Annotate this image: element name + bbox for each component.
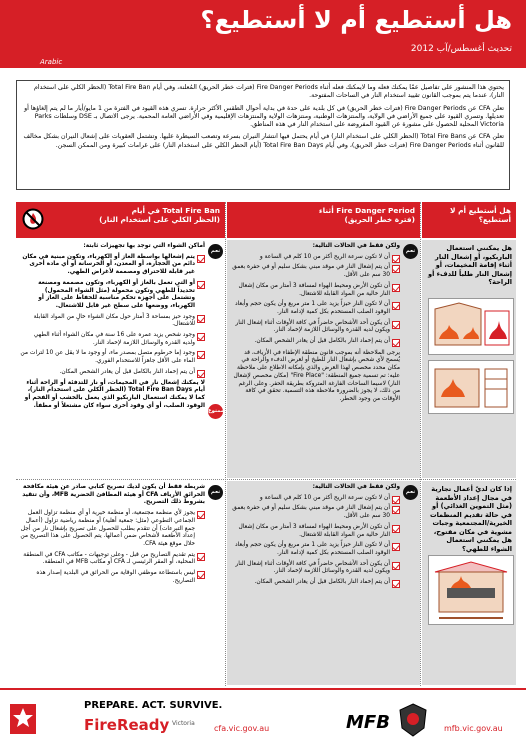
list-item: أن لا تكون سرعة الريح أكثر من 10 كلم في الساعة و — [231, 495, 400, 503]
yes-badge: نعم — [208, 244, 223, 259]
column-header-fdp — [227, 202, 420, 238]
yes-badge: نعم — [208, 485, 223, 500]
list-item: أن يكون أحد الأشخاص حاضراً في كافة الأوقات أثناء إشعال النار ويكون لديه القدرة والوسائل اللازمة لإخماد النار. — [231, 320, 400, 335]
list-item: أن يتم إخماد النار بالكامل قبل أن يغادر الشخص المكان. — [231, 338, 400, 346]
campfire-illustration — [428, 298, 514, 355]
row-divider — [16, 479, 516, 480]
yes-badge: نعم — [403, 244, 418, 259]
column-header-tfb-en: Total Fire Ban في أيام — [131, 206, 220, 215]
intro-paragraph-1: يحتوي هذا المنشور على تفاصيل عمّا يمكنك فعله وما لايمكنك فعله أثناء Fire Danger Periods (فترات خطر الحريق) المُعلنة، وفي أيام Total Fire Ban (الحظر الكلي على استخدام النار)، عندما يتم بموجب القانون تقييد استخدام النار في الساحات المفتوحة. — [34, 84, 504, 100]
row1-tfb-ban: لا يمكنك إشعال نار في المخيمات، أو نار للتدفئة أو الراحة أثناء أيام Total Fire Ban Days (الحظر الكلي على استخدام النار)، كما لا يمكنك استعمال الباربكيو الذي يعمل بالخشب أو الفحم أو الوقود الصلب، أو أي وقود أخرى سواء كان مشتعلاً أو مطفأ. — [24, 379, 205, 409]
row1-question: هل يمكنني استعمال الباربكيو، أو إشعال النار أثناء إقامة المخيمات، أو إشعال النار طلباً للدفء أو الراحة؟ — [428, 244, 512, 286]
yes-badge: نعم — [403, 485, 418, 500]
list-item: أن يتم إخماد النار بالكامل قبل أن يغادر الشخص المكان. — [231, 579, 400, 587]
no-fire-icon — [22, 208, 44, 230]
row2-question: إذا كان لديّ أعمال تجارية في مجال إعداد الأطعمة (مثل التموين الغذائي) أو في حالة تقديم المنظمات الخيرية/المجتمعية وجبات مشوية في مكان مفتوح، هل يمكنني استعمال الشواء للطهي؟ — [429, 485, 512, 553]
food-bbq-illustration — [428, 555, 514, 625]
column-header-tfb-ar: (الحظر الكلي على استخدام النار) — [99, 215, 220, 224]
language-label: Arabic — [40, 58, 63, 66]
list-item: وجود إما خرطوم متصل بمصدر ماء، أو وجود ما لا يقل عن 10 لترات من الماء على الأقل جاهزاً للاستخدام الفوري. — [20, 350, 205, 365]
page-title: هل أستطيع أم لا أستطيع؟ — [200, 6, 512, 34]
row2-fdp-cell — [227, 481, 420, 685]
row2-fdp-list — [231, 495, 400, 587]
update-date: تحديث أغسطس/آب 2012 — [410, 44, 512, 54]
list-item: أن لا تكون النار حيزاً يزيد على 1 متر مربع وأن يكون حجم وأبعاد الوقود الصلب المستخدم بكل كمية لإدامة النار. — [231, 542, 400, 557]
list-item: أو التي تعمل بالغاز أو الكهرباء، وتكون مصممة ومصنعة تحديداً للطهي وتكون محمولة (مثل الشواء المحمول) وتشتمل على أجهزة تحكم مناسبة للحفاظ على الغاز أو الكهرباء، ووضعها على سطح غير قابل للاشتعال. — [20, 280, 205, 311]
fireready-logo: FireReady — [84, 716, 170, 734]
row1-fdp-cell — [227, 240, 420, 478]
cfa-url-link[interactable]: cfa.vic.gov.au — [214, 724, 270, 733]
list-item: وجود حيز بمساحة 3 أمتار حول مكان الشواء خالٍ من المواد القابلة للاشتعال. — [20, 314, 205, 329]
column-header-question — [422, 202, 516, 238]
slogan: PREPARE. ACT. SURVIVE. — [84, 700, 223, 711]
mfb-logo: MFB — [346, 712, 390, 733]
list-item: أن لا تكون النار حيزاً يزيد على 1 متر مربع وأن يكون حجم وأبعاد الوقود الصلب المستخدم بكل كمية لإدامة النار. — [231, 301, 400, 316]
intro-paragraph-2: تعلن CFA عن Fire Danger Periods (فترات خطر الحريق) في كل بلدية على حدة في بداية أحوال الطقس الأكثر حرارة. تسري هذه القيود في الفترة من 1 مايو/أيار ما لم يتم إلغاؤها أو تعديلها. وتسري القيود على جميع الأراضي في الولاية، والمنتزهات الوطنية، ومنتزهات الولاية والمنتزهات الإقليمية وفي الأراضي العامة المحمية. يرجى الاتصال بـ DSE وسلطات Parks Victoria المحلية للحصول على مشورة عن القيود المفروضة على استخدام النار في هذه المناطق. — [24, 104, 504, 129]
row1-tfb-cell — [16, 240, 225, 478]
row1-fdp-list — [231, 254, 400, 346]
list-item: أن تكون الأرض ومحيط الهواء لمسافة 3 أمتار من مكان إشعال النار خالية من المواد القابلة للاشتعال. — [231, 524, 400, 539]
footer — [0, 688, 526, 746]
column-header-fdp-ar: (فترة خطر الحريق) — [344, 215, 415, 224]
list-item: أن يتم إخماد النار بالكامل قبل أن يغادر الشخص المكان. — [20, 369, 205, 377]
row2-tfb-list — [20, 510, 205, 585]
column-divider — [225, 202, 226, 686]
header-banner — [0, 0, 526, 68]
list-item: أن لا تكون سرعة الريح أكثر من 10 كلم في الساعة و — [231, 254, 400, 262]
intro-paragraph-3: تعلن CFA عن Total Fire Bans (الحظر الكلي على استخدام النار) في أيام يحتمل فيها انتشار النيران بسرعة وتصعب السيطرة عليها. وتشتمل العقوبات على إشعال النيران بشكل مخالف للقانون أثناء Fire Danger Periods (فترات خطر الحريق)، وفي أيام Total Fire Ban Days (أيام الحظر الكلي على استخدام النار) على غرامات كبيرة ومن الممكن السجن. — [23, 133, 504, 149]
victoria-label: Victoria — [172, 720, 195, 727]
list-item: أن يكون أحد الأشخاص حاضراً في كافة الأوقات أثناء إشعال النار ويكون لديه القدرة والوسائل اللازمة لإخماد النار. — [231, 561, 400, 576]
mfb-crest-icon — [398, 702, 428, 738]
cfa-logo-icon — [10, 704, 36, 734]
list-item: يتم إشعالها بواسطة الغاز أو الكهرباء، وتكون مبنية في مكان دائم من الحجارة، أو المعدن، أو الخرسانة أو أي مادة أخرى غير قابلة للاحتراق ومصممة لأغراض الطهي. — [20, 254, 205, 277]
column-header-tfb — [16, 202, 225, 238]
column-divider — [420, 202, 421, 686]
row1-fdp-lead: ولكن فقط في الحالات التالية: — [312, 243, 400, 249]
no-badge: ممنوع — [208, 404, 223, 419]
row1-fdp-note: يرجى الملاحظة أنه بموجب قانون منطقة الإطفاء في الأرياف، قد يُسمح لأي شخص بإشعال النار للطبخ أو لغرض الدفء والراحة في مكان محدد مخصص لهذا الغرض والذي بإمكانه الاطلاع على ملاحظة عليه: تم تسمية جميع المنطقة: "Fire Place" (مكان مخصص لإشعال النار) لاسيما الساحات الفارغة المتروكة بطريقة الحفر. وعلى الرغم من ذلك، لا يجوز بالضرورة ملاحظة هذه التسمية. تحقق في كافة الأوقات من وجود الخطر. — [233, 349, 400, 402]
bbq-illustration — [428, 360, 514, 414]
column-header-question-label: هل أستطيع أم لا أستطيع؟ — [450, 206, 511, 224]
list-item: ليس باستطاعة موظفي الوقاية من الحرائق في البلدية إصدار هذه التصاريح. — [20, 570, 205, 585]
row1-tfb-lead: أماكن الشواء التي توجد بها تجهيزات ثابتة: — [83, 243, 205, 249]
list-item: أن يتم إشعال النار في موقد مبني بشكل سليم أو في حفرة بعمق 30 سم على الأقل. — [231, 505, 400, 520]
intro-box — [16, 80, 510, 190]
row2-tfb-cell — [16, 481, 225, 685]
list-item: أن يتم إشعال النار في موقد مبني بشكل سليم أو في حفرة بعمق 30 سم على الأقل. — [231, 264, 400, 279]
list-item: أن تكون الأرض ومحيط الهواء لمسافة 3 أمتار من مكان إشعال النار خالية من المواد القابلة للاشتعال. — [231, 283, 400, 298]
list-item: يجوز لأي منظمة مجتمعية، أو منظمة خيرية أو أي منظمة تزاول العمل الجماعي التطوعي (مثل: جمعية أهلية) أو منظمة رياضية تزاول (أعمال جمع التبرعات) أن تتقدم بطلب للحصول على تصريح بإشعال نار من أجل إعداد الأطعمة لأشخاص ضمن أعمالها. يتم الحصول على هذا التصريح من خلال موقع هيئة CFA. — [20, 510, 205, 549]
row1-tfb-list — [20, 254, 205, 377]
row2-tfb-lead: شريطة فقط أن يكون لديك تصريح كتابي صادر عن هيئة مكافحة الحرائق الأرياف CFA أو هيئة المطافئ الحضرية MFB، وأن تتقيد بشروط ذلك التصريح. — [22, 484, 205, 506]
column-header-fdp-en: Fire Danger Period أثناء — [318, 206, 415, 215]
mfb-url-link[interactable]: mfb.vic.gov.au — [444, 724, 503, 733]
list-item: يتم تقديم التصاريح من قبل - وعلى توجيهات - مكاتب CFA في المنطقة المحلية، أو المقر الرئيسي لـ CFA أو مكاتب MFB في المنطقة. — [20, 552, 205, 567]
row2-fdp-lead: ولكن فقط في الحالات التالية: — [312, 484, 400, 490]
list-item: وجود شخص يزيد عمره على 16 سنة في مكان الشواء أثناء الطهي ولديه القدرة والوسائل اللازمة لإخماد النار. — [20, 332, 205, 347]
